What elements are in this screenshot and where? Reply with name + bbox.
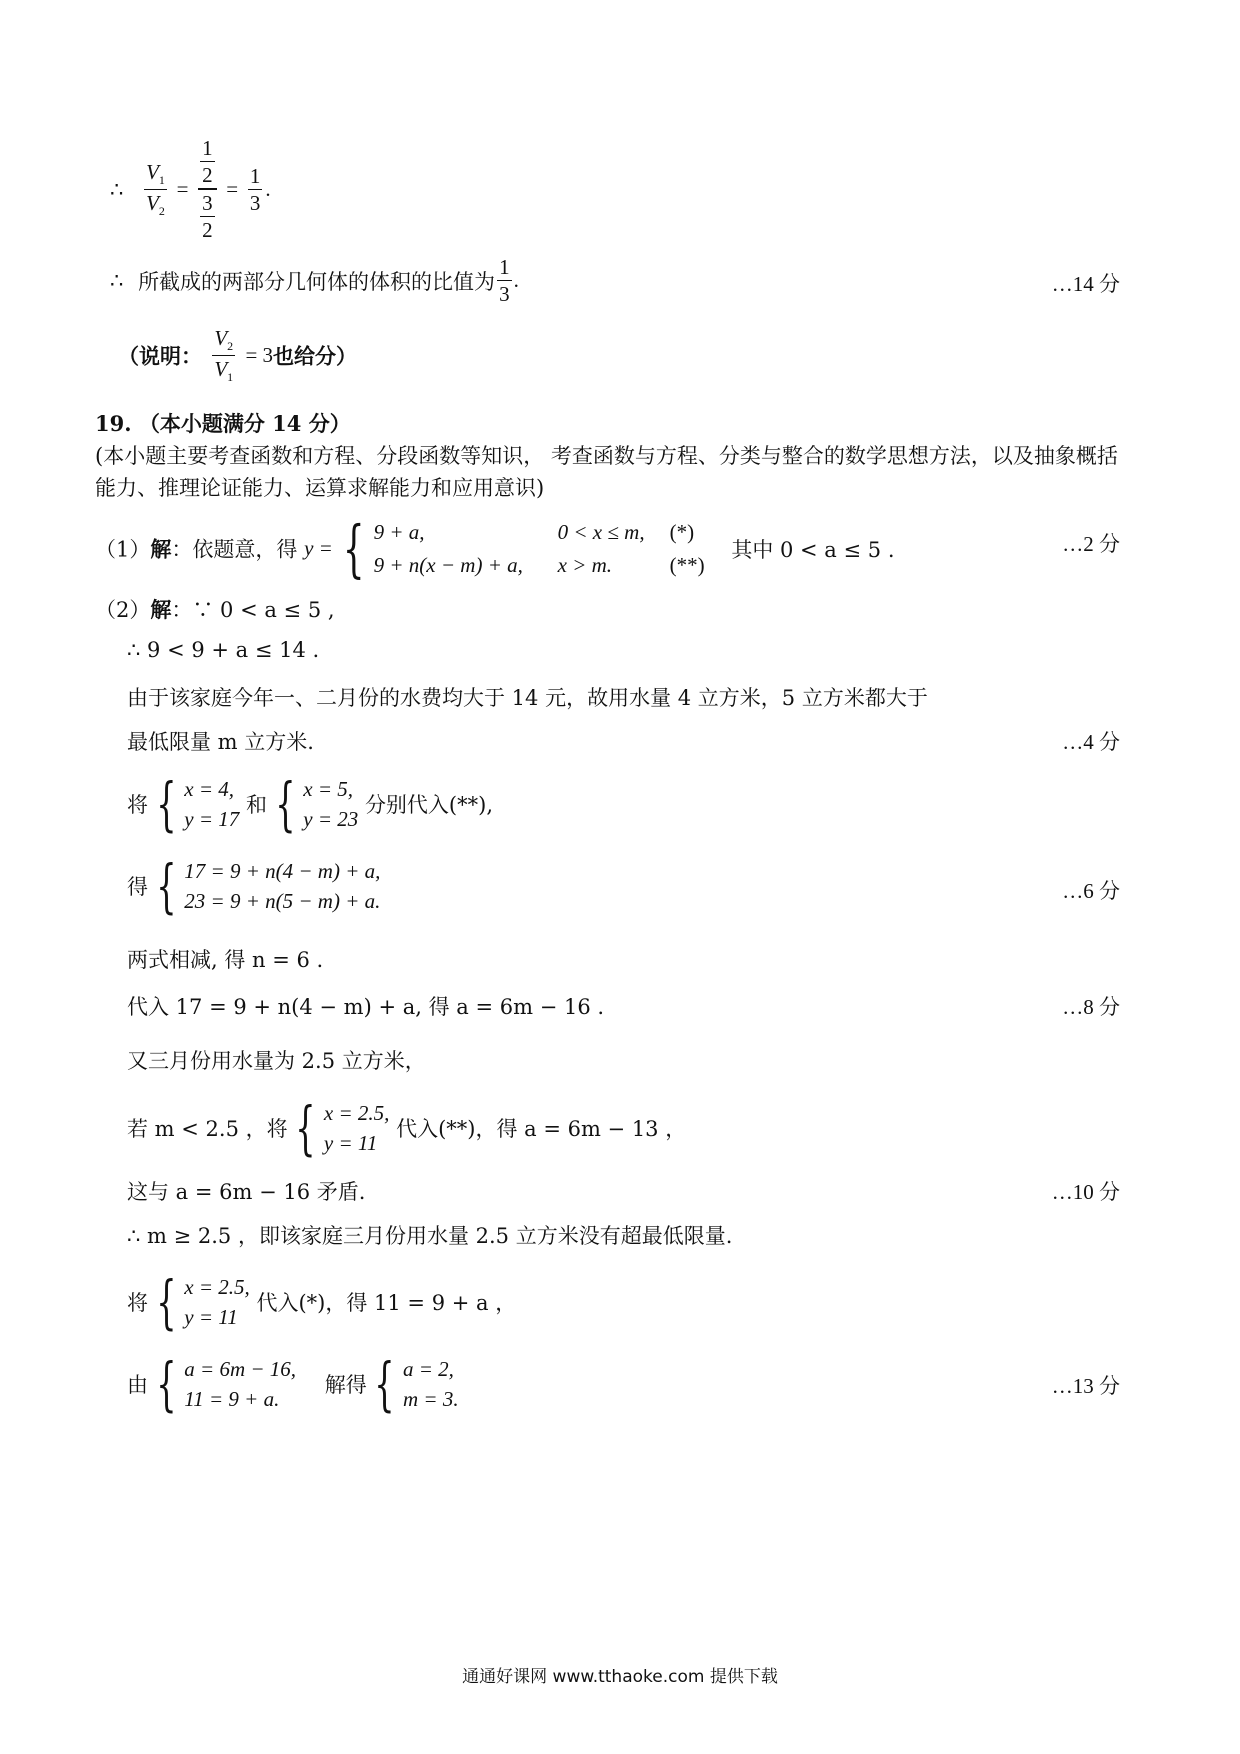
- score-marker: …13 分: [1051, 1374, 1120, 1398]
- left-brace: {: [295, 1094, 316, 1162]
- score-marker: …10 分: [1051, 1180, 1120, 1204]
- left-brace: {: [155, 770, 177, 838]
- v2-over-v1-fraction: $\frac{V_2}{V_1}$: [214, 326, 234, 385]
- score-marker: …2 分: [1062, 532, 1120, 556]
- step-substitute-pairs: 将 { x = 4, y = 17 和 { x = 5, y = 23 分别代入(**),: [127, 770, 493, 838]
- step-substitute-a: 代入 17 = 9 + n(4 − m) + a, 得 a = 6m − 16 .: [127, 995, 605, 1019]
- one-third-fraction: $\frac{1}{3}$: [499, 255, 510, 307]
- v1-over-v2-fraction: $\frac{V_1}{V_2}$: [146, 159, 165, 218]
- step-min-limit: 最低限量 m 立方米.: [127, 730, 314, 754]
- piecewise-cases: 9 + a, 0 < x ≤ m, (*) 9 + n(x − m) + a, x > m. (**): [373, 519, 705, 577]
- step-contradiction: 这与 a = 6m − 16 矛盾.: [127, 1180, 366, 1204]
- step-solve: 由 { a = 6m − 16, 11 = 9 + a. 解得 { a = 2, m = 3.: [127, 1350, 459, 1418]
- volume-ratio-conclusion: ∴ 所截成的两部分几何体的体积的比值为 $\frac{1}{3}$ .: [110, 255, 519, 307]
- step-subtract: 两式相减, 得 n = 6 .: [127, 948, 324, 972]
- scoring-note: （说明： $\frac{V_2}{V_1}$ = 3也给分）: [118, 326, 358, 385]
- score-marker: …6 分: [1062, 879, 1120, 903]
- one-third-fraction: $\frac{1}{3}$: [249, 163, 261, 215]
- compound-fraction: $\frac{\frac{1}{2}}{\frac{3}{2}}$: [198, 136, 217, 243]
- step-substitute-star: 将 { x = 2.5, y = 11 代入(*)，得 11 = 9 + a ，: [127, 1268, 517, 1336]
- left-brace: {: [342, 512, 365, 585]
- volume-ratio-equation: ∴ $\frac{V_1}{V_2}$ = $\frac{\frac{1}{2}}{\frac{3}{2}}$ = $\frac{1}{3}$ .: [110, 136, 271, 243]
- left-brace: {: [274, 770, 296, 838]
- step-water-usage: 由于该家庭今年一、二月份的水费均大于 14 元，故用水量 4 立方米，5 立方米都大于: [127, 686, 928, 710]
- score-marker: …14 分: [1051, 272, 1120, 296]
- step-m-geq: ∴ m ≥ 2.5 ，即该家庭三月份用水量 2.5 立方米没有超最低限量.: [127, 1224, 733, 1248]
- part-2-start: （2）解：∵ 0 < a ≤ 5 ,: [95, 597, 335, 622]
- step-equation-system: 得 { 17 = 9 + n(4 − m) + a, 23 = 9 + n(5 − m) + a.: [127, 852, 381, 920]
- part-1-solution: （1）解：依题意，得 y = { 9 + a, 0 < x ≤ m, (*) 9 + n(x − m) + a, x > m. (**) 其中 0 < a ≤ 5 .: [95, 512, 895, 585]
- score-marker: …4 分: [1062, 730, 1120, 754]
- left-brace: {: [155, 1350, 177, 1418]
- left-brace: {: [155, 852, 177, 920]
- step-march-usage: 又三月份用水量为 2.5 立方米，: [127, 1049, 426, 1073]
- question-19-intro: (本小题主要考查函数和方程、分段函数等知识， 考查函数与方程、分类与整合的数学思想方法，以及抽象概括能力、推理论证能力、运算求解能力和应用意识): [95, 444, 1118, 500]
- step-inequality: ∴ 9 < 9 + a ≤ 14 .: [127, 638, 320, 662]
- score-marker: …8 分: [1062, 995, 1120, 1019]
- therefore-symbol: ∴: [110, 177, 124, 202]
- left-brace: {: [374, 1350, 396, 1418]
- page-footer: 通通好课网 www.tthaoke.com 提供下载: [462, 1667, 778, 1687]
- left-brace: {: [155, 1268, 177, 1336]
- step-case-m-less: 若 m < 2.5 ，将 { x = 2.5, y = 11 代入(**)，得 a = 6m − 13 ，: [127, 1094, 687, 1162]
- question-19-header: 19. （本小题满分 14 分）: [95, 411, 351, 436]
